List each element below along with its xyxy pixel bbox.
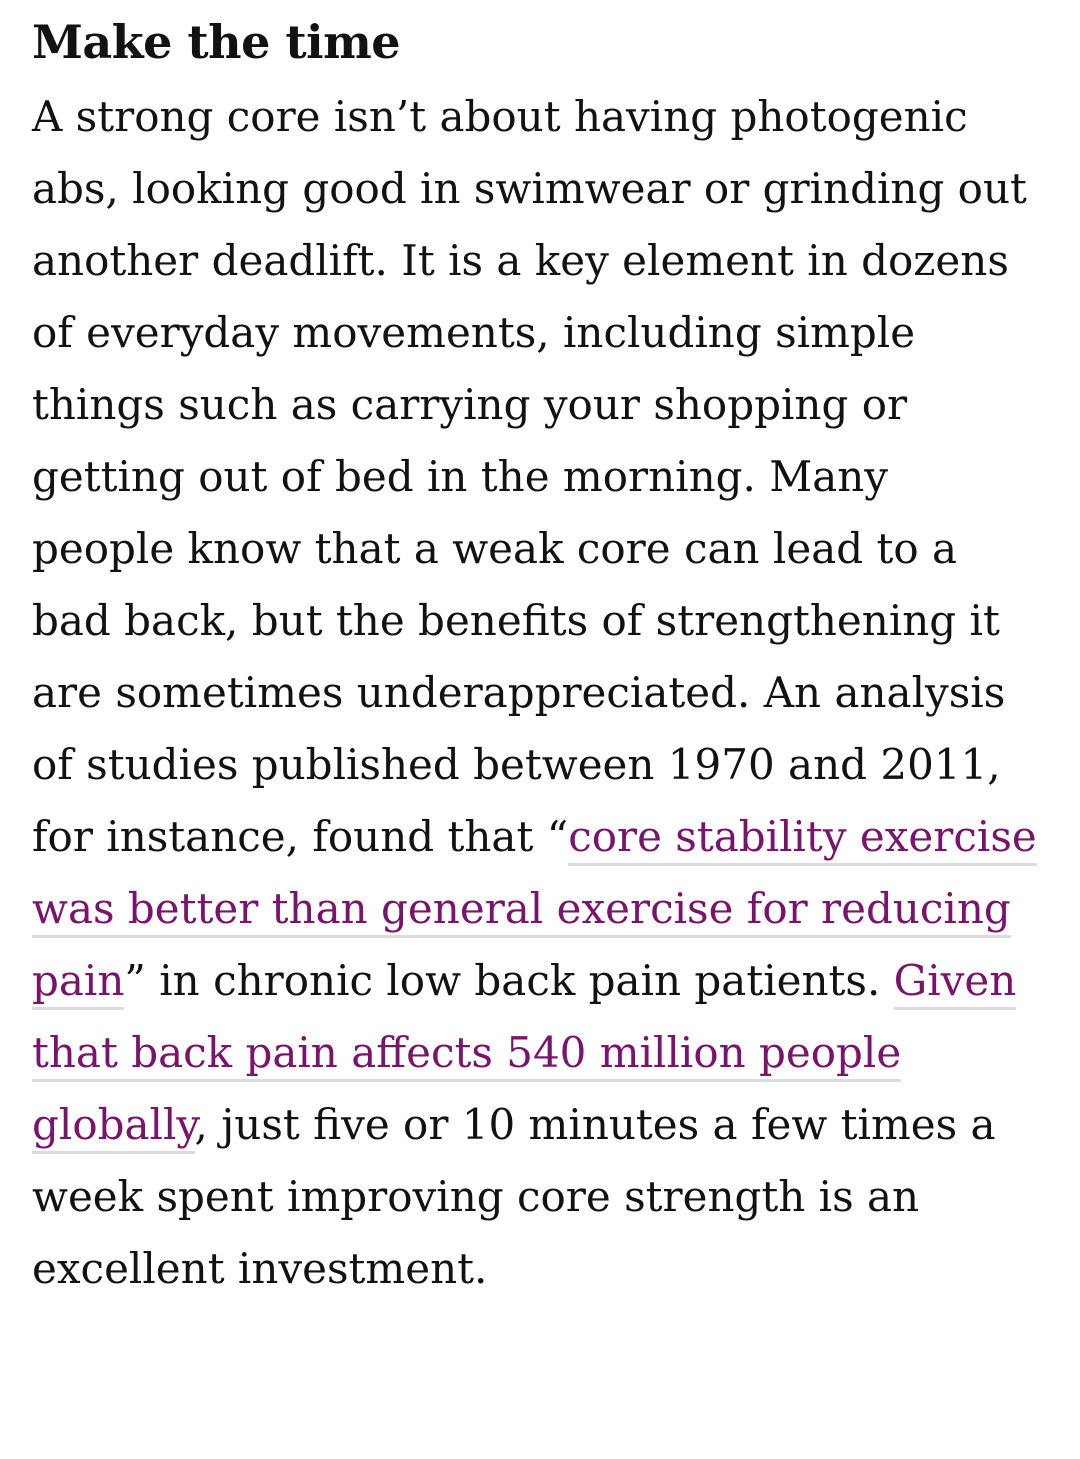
paragraph-text: ” in chronic low back pain patients. xyxy=(124,956,894,1005)
section-heading: Make the time xyxy=(32,15,401,69)
paragraph-text: A strong core isn’t about having photogenic abs, looking good in swimwear or grinding out another deadlift. It is a key element in dozens of everyday movements, including simple things such as carrying your shopping or getting out of bed in the morning. Many people know that a weak core can lead to a bad back, but the benefits of strengthening it are sometimes underappreciated. An analysis of studies published between 1970 and 2011, for instance, found that “ xyxy=(32,92,1027,861)
paragraph-text: , just five or 10 minutes a few times a week spent improving core strength is an excellent investment. xyxy=(32,1100,996,1293)
article-paragraph xyxy=(32,81,1037,1305)
inline-link[interactable]: Given that back pain affects 540 million people globally xyxy=(32,956,1016,1154)
inline-link[interactable]: core stability exercise was better than general exercise for reducing pain xyxy=(32,812,1037,1010)
